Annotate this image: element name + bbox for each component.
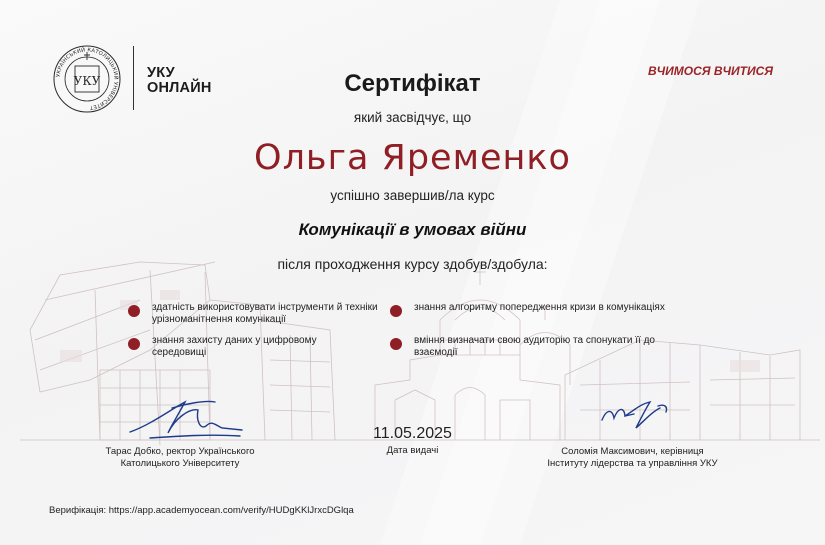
director-signature-caption: Соломія Максимович, керівниця Інституту лідерства та управління УКУ bbox=[547, 446, 718, 469]
recipient-name: Ольга Яременко bbox=[254, 138, 571, 178]
acquired-text: після проходження курсу здобув/здобула: bbox=[277, 256, 548, 272]
svg-text:УКРАЇНСЬКИЙ КАТОЛИЦЬКИЙ УНІВЕР: УКРАЇНСЬКИЙ КАТОЛИЦЬКИЙ УНІВЕРСИТЕТ bbox=[55, 47, 119, 111]
course-title: Комунікації в умовах війни bbox=[298, 220, 527, 239]
logo-monogram: УКУ bbox=[73, 74, 101, 88]
skill-item: знання захисту даних у цифровому середовищі bbox=[152, 335, 317, 358]
logo-wordmark: УКУ ОНЛАЙН bbox=[147, 65, 212, 96]
motto: ВЧИМОСЯ ВЧИТИСЯ bbox=[647, 64, 773, 78]
skill-item: знання алгоритму попередження кризи в комунікаціях bbox=[414, 302, 665, 313]
issue-date: 11.05.2025 bbox=[373, 425, 452, 442]
skill-item: здатність використовувати інструменти й техніки урізноманітнення комунікації bbox=[152, 302, 378, 325]
completed-text: успішно завершив/ла курс bbox=[330, 188, 495, 203]
certificate-title: Сертифікат bbox=[344, 70, 481, 97]
skill-item: вміння визначати свою аудиторію та спонукати її до взаємодії bbox=[414, 335, 655, 358]
verification-link[interactable]: Верифікація: https://app.academyocean.com/verify/HUDgKKlJrxcDGlqa bbox=[49, 505, 354, 516]
rector-signature-caption: Тарас Добко, ректор Українського Католицького Університету bbox=[105, 446, 255, 469]
issue-date-label: Дата видачі bbox=[386, 445, 439, 456]
certifies-text: який засвідчує, що bbox=[353, 110, 472, 125]
